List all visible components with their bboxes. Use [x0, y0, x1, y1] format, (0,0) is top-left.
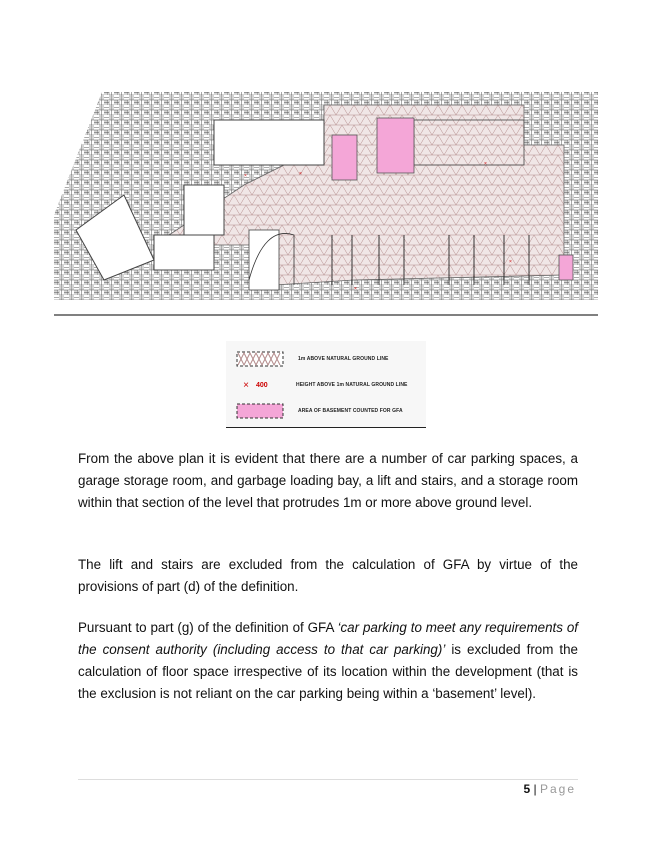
legend-label: HEIGHT ABOVE 1m NATURAL GROUND LINE	[296, 382, 408, 388]
paragraph-3	[78, 617, 578, 705]
pink-swatch	[236, 403, 284, 419]
basement-plan-drawing	[54, 85, 598, 317]
page-separator: |	[533, 782, 537, 796]
footer-divider	[78, 779, 578, 780]
svg-text:×: ×	[509, 259, 512, 265]
paragraph-3-end: is excluded from the calculation of floor space irrespective of its location within the development (that is the exclusion is not reliant on the car parking being within a ‘basement’ level).	[78, 642, 578, 701]
hatch-swatch	[236, 351, 284, 367]
height-marker-icon: ×	[243, 379, 249, 391]
legend-height-value: 400	[256, 381, 268, 389]
legend-label: 1m ABOVE NATURAL GROUND LINE	[298, 356, 389, 362]
legend-label: AREA OF BASEMENT COUNTED FOR GFA	[298, 408, 403, 414]
page-number-value: 5	[523, 782, 531, 796]
paragraph-1: From the above plan it is evident that there are a number of car parking spaces, a garage storage room, and garbage loading bay, a lift and stairs, and a storage room within that section of the level that protrudes 1m or more above ground level.	[78, 451, 578, 510]
legend-item-1m	[236, 351, 389, 367]
legend-item-height	[236, 377, 407, 393]
svg-text:×: ×	[484, 161, 487, 167]
plan-legend	[226, 341, 426, 428]
paragraph-2: The lift and stairs are excluded from the calculation of GFA by virtue of the provisions of part (d) of the definition.	[78, 557, 578, 594]
paragraph-3-start: Pursuant to part (g) of the definition of GFA	[78, 620, 338, 635]
svg-text:×: ×	[354, 286, 357, 292]
svg-text:×: ×	[299, 171, 302, 177]
page-label: Page	[539, 782, 576, 796]
svg-text:×: ×	[244, 173, 247, 179]
legend-item-gfa	[236, 403, 403, 419]
quoted-definition: ‘car parking to meet any requirements of the consent authority (including access to that car parking)’	[78, 620, 578, 657]
page-number	[523, 782, 576, 796]
